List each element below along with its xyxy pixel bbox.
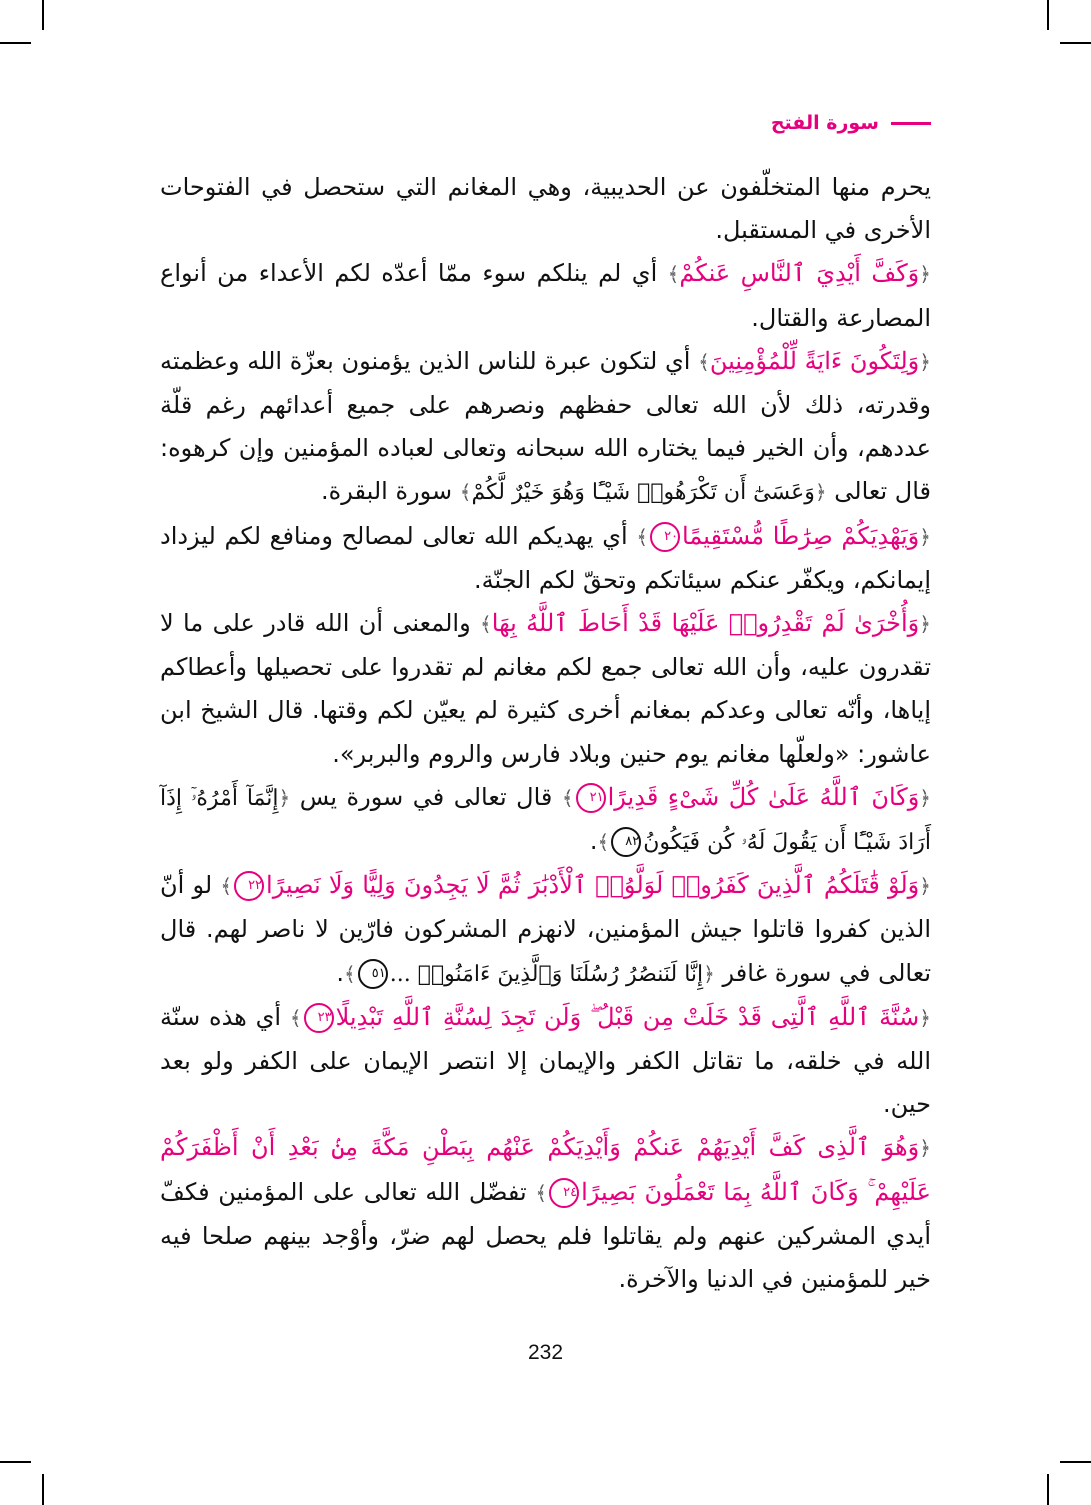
paragraph: ﴿وَيَهْدِيَكُمْ صِرَٰطًا مُّسْتَقِيمًا٢٠﴾ أي يهديكم الله تعالى لمصالح ومنافع لكم ليزداد إيمانكم، ويكفّر عنكم سيئاتكم وتحقّ لكم الجنّة. (160, 521, 931, 594)
crop-mark (1060, 1461, 1091, 1463)
surah-title: سورة الفتح (770, 112, 879, 134)
quran-verse: وَأُخْرَىٰ لَمْ تَقْدِرُوا۟ عَلَيْهَا قَدْ أَحَاطَ ٱللَّهُ بِهَا (491, 609, 920, 638)
quran-quote: إِنَّا لَنَنصُرُ رُسُلَنَا وَٱلَّذِينَ ءَامَنُوا۟ ... (389, 961, 704, 987)
paragraph: ﴿وَكَانَ ٱللَّهُ عَلَىٰ كُلِّ شَىْءٍ قَدِيرًا٢١﴾ قال تعالى في سورة يس ﴿إِنَّمَآ أَمْرُهُۥٓ إِذَآ أَرَادَ شَيْـًٔا أَن يَقُولَ لَهُۥ كُن فَيَكُونُ٨٢﴾. (160, 782, 931, 856)
crop-mark (0, 42, 31, 44)
crop-mark (0, 1461, 31, 1463)
quran-verse: وَلَوْ قَٰتَلَكُمُ ٱلَّذِينَ كَفَرُوا۟ لَوَلَّوُا۟ ٱلْأَدْبَٰرَ ثُمَّ لَا يَجِدُونَ وَلِيًّا وَلَا نَصِيرًا (266, 871, 920, 900)
quran-verse: وَلِتَكُونَ ءَايَةً لِّلْمُؤْمِنِينَ (709, 346, 920, 375)
paragraph: ﴿وَلِتَكُونَ ءَايَةً لِّلْمُؤْمِنِينَ﴾ أي لتكون عبرة للناس الذين يؤمنون بعزّة الله وعظمته وقدرته، ذلك لأن الله تعالى حفظهم ونصرهم على جميع أعدائهم رغم قلّة عددهم، وأن الخير فيما يختاره الله سبحانه وتعالى لعباده المؤمنين وإن كرهوه: قال تعالى ﴿وَعَسَىٰٓ أَن تَكْرَهُوا۟ شَيْـًٔا وَهُوَ خَيْرٌ لَّكُمْ﴾ سورة البقرة. (160, 346, 931, 506)
ayah-number-badge: ٢٤ (549, 1178, 579, 1208)
quran-verse: سُنَّةَ ٱللَّهِ ٱلَّتِى قَدْ خَلَتْ مِن قَبْلُ ۖ وَلَن تَجِدَ لِسُنَّةِ ٱللَّهِ تَبْدِيلًا (335, 1002, 920, 1031)
ayah-number-badge: ٢٠ (650, 522, 680, 552)
paragraph: ﴿وَلَوْ قَٰتَلَكُمُ ٱلَّذِينَ كَفَرُوا۟ لَوَلَّوُا۟ ٱلْأَدْبَٰرَ ثُمَّ لَا يَجِدُونَ وَلِيًّا وَلَا نَصِيرًا٢٢﴾ لو أنّ الذين كفروا قاتلوا جيش المؤمنين، لانهزم المشركون فارّين لا ناصر لهم. قال تعالى في سورة غافر ﴿إِنَّا لَنَنصُرُ رُسُلَنَا وَٱلَّذِينَ ءَامَنُوا۟ ...٥١﴾. (160, 871, 931, 987)
quran-verse: وَيَهْدِيَكُمْ صِرَٰطًا مُّسْتَقِيمًا (682, 521, 920, 550)
ayah-number-badge: ٥١ (358, 959, 388, 989)
ayah-number-badge: ٢٢ (234, 871, 264, 901)
crop-mark (42, 1474, 44, 1505)
paragraph: ﴿وَكَفَّ أَيْدِيَ ٱلنَّاسِ عَنكُمْ﴾ أي لم ينلكم سوء ممّا أعدّه لكم الأعداء من أنواع المصارعة والقتال. (160, 259, 931, 332)
paragraph: يحرم منها المتخلّفون عن الحديبية، وهي المغانم التي ستحصل في الفتوحات الأخرى في المستقبل. (160, 173, 931, 245)
quran-verse: وَكَفَّ أَيْدِيَ ٱلنَّاسِ عَنكُمْ (679, 259, 920, 288)
crop-mark (42, 0, 44, 30)
paragraph: ﴿وَأُخْرَىٰ لَمْ تَقْدِرُوا۟ عَلَيْهَا قَدْ أَحَاطَ ٱللَّهُ بِهَا﴾ والمعنى أن الله قادر على ما لا تقدرون عليه، وأن الله تعالى جمع لكم مغانم لم تقدروا على تحصيلها وأعطاكم إياها، وأنّه تعالى وعدكم بمغانم أخرى كثيرة لم يعيّن لكم وقتها. قال الشيخ ابن عاشور: «ولعلّها مغانم يوم حنين وبلاد فارس والروم والبربر». (160, 609, 931, 768)
crop-mark (1060, 42, 1091, 44)
paragraph: ﴿سُنَّةَ ٱللَّهِ ٱلَّتِى قَدْ خَلَتْ مِن قَبْلُ ۖ وَلَن تَجِدَ لِسُنَّةِ ٱللَّهِ تَبْدِيلًا٢٣﴾ أي هذه سنّة الله في خلقه، ما تقاتل الكفر والإيمان إلا انتصر الإيمان على الكفر ولو بعد حين. (160, 1002, 932, 1119)
quran-quote: وَعَسَىٰٓ أَن تَكْرَهُوا۟ شَيْـًٔا وَهُوَ خَيْرٌ لَّكُمْ (471, 480, 815, 506)
ayah-number-badge: ٢١ (576, 783, 606, 813)
page-body (160, 166, 931, 1301)
page-number: 232 (527, 1341, 564, 1364)
ayah-number-badge: ٢٣ (304, 1003, 334, 1033)
paragraph: ﴿وَهُوَ ٱلَّذِى كَفَّ أَيْدِيَهُمْ عَنكُمْ وَأَيْدِيَكُمْ عَنْهُم بِبَطْنِ مَكَّةَ مِنۢ بَعْدِ أَنْ أَظْفَرَكُمْ عَلَيْهِمْ ۚ وَكَانَ ٱللَّهُ بِمَا تَعْمَلُونَ بَصِيرًا٢٤﴾ تفضّل الله تعالى على المؤمنين فكفّ أيدي المشركين عنهم ولم يقاتلوا فلم يحصل لهم ضرّ، وأوْجد بينهم صلحا فيه خير للمؤمنين في الدنيا والآخرة. (160, 1133, 931, 1294)
crop-mark (1047, 0, 1049, 30)
running-header (771, 112, 931, 134)
crop-mark (1047, 1474, 1049, 1505)
quran-verse: وَهُوَ ٱلَّذِى كَفَّ أَيْدِيَهُمْ عَنكُمْ وَأَيْدِيَكُمْ عَنْهُم بِبَطْنِ مَكَّةَ مِنۢ بَعْدِ أَنْ أَظْفَرَكُمْ عَلَيْهِمْ ۚ وَكَانَ ٱللَّهُ بِمَا تَعْمَلُونَ بَصِيرًا (160, 1133, 931, 1206)
ayah-number-badge: ٨٢ (611, 827, 641, 857)
header-rule (891, 122, 931, 125)
quran-quote: إِنَّمَآ أَمْرُهُۥٓ إِذَآ أَرَادَ شَيْـًٔا أَن يَقُولَ لَهُۥ كُن فَيَكُونُ (160, 785, 931, 856)
quran-verse: وَكَانَ ٱللَّهُ عَلَىٰ كُلِّ شَىْءٍ قَدِيرًا (607, 782, 920, 811)
